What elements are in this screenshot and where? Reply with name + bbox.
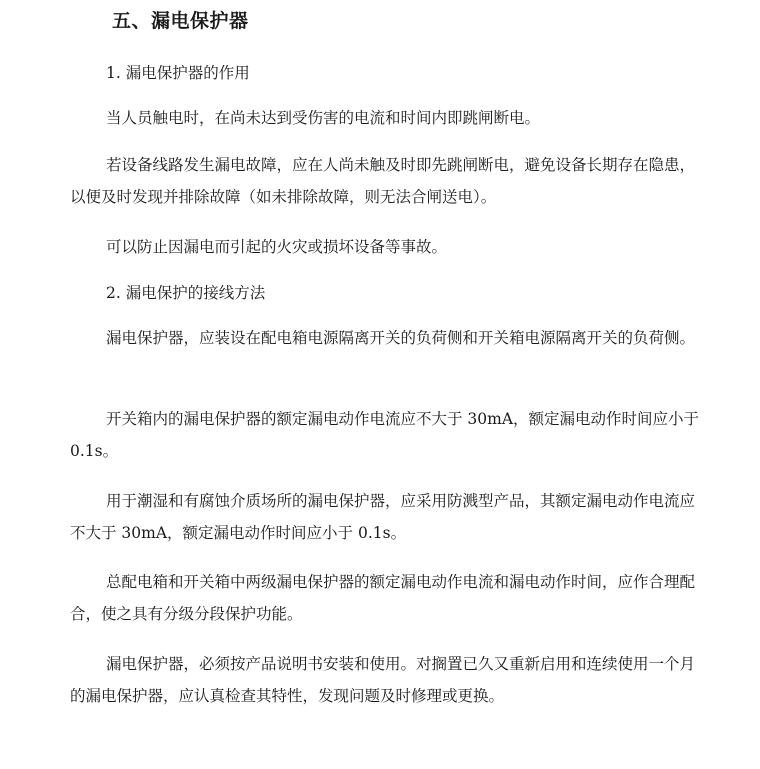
paragraph-two-level-coordination: 总配电箱和开关箱中两级漏电保护器的额定漏电动作电流和漏电动作时间，应作合理配合，使之具有分级分段保护功能。 bbox=[70, 573, 696, 623]
subsection-heading-function: 1. 漏电保护器的作用 bbox=[106, 64, 250, 82]
paragraph-trip-on-shock: 当人员触电时，在尚未达到受伤害的电流和时间内即跳闸断电。 bbox=[106, 109, 541, 127]
section-title: 五、漏电保护器 bbox=[112, 10, 249, 32]
paragraph-fire-prevention: 可以防止因漏电而引起的火灾或损坏设备等事故。 bbox=[106, 238, 448, 256]
paragraph-switch-box-rating: 开关箱内的漏电保护器的额定漏电动作电流应不大于 30mA，额定漏电动作时间应小于 0.1s。 bbox=[70, 410, 700, 460]
paragraph-damp-locations: 用于潮湿和有腐蚀介质场所的漏电保护器，应采用防溅型产品，其额定漏电动作电流应不大于 30mA，额定漏电动作时间应小于 0.1s。 bbox=[70, 492, 696, 542]
paragraph-installation-location: 漏电保护器，应装设在配电箱电源隔离开关的负荷侧和开关箱电源隔离开关的负荷侧。 bbox=[106, 329, 696, 347]
paragraph-installation-and-inspection: 漏电保护器，必须按产品说明书安装和使用。对搁置已久又重新启用和连续使用一个月的漏电保护器，应认真检查其特性，发现问题及时修理或更换。 bbox=[70, 655, 696, 705]
paragraph-leakage-fault: 若设备线路发生漏电故障，应在人尚未触及时即先跳闸断电，避免设备长期存在隐患，以便及时发现并排除故障（如未排除故障，则无法合闸送电）。 bbox=[70, 156, 696, 206]
subsection-heading-wiring: 2. 漏电保护的接线方法 bbox=[106, 284, 266, 302]
